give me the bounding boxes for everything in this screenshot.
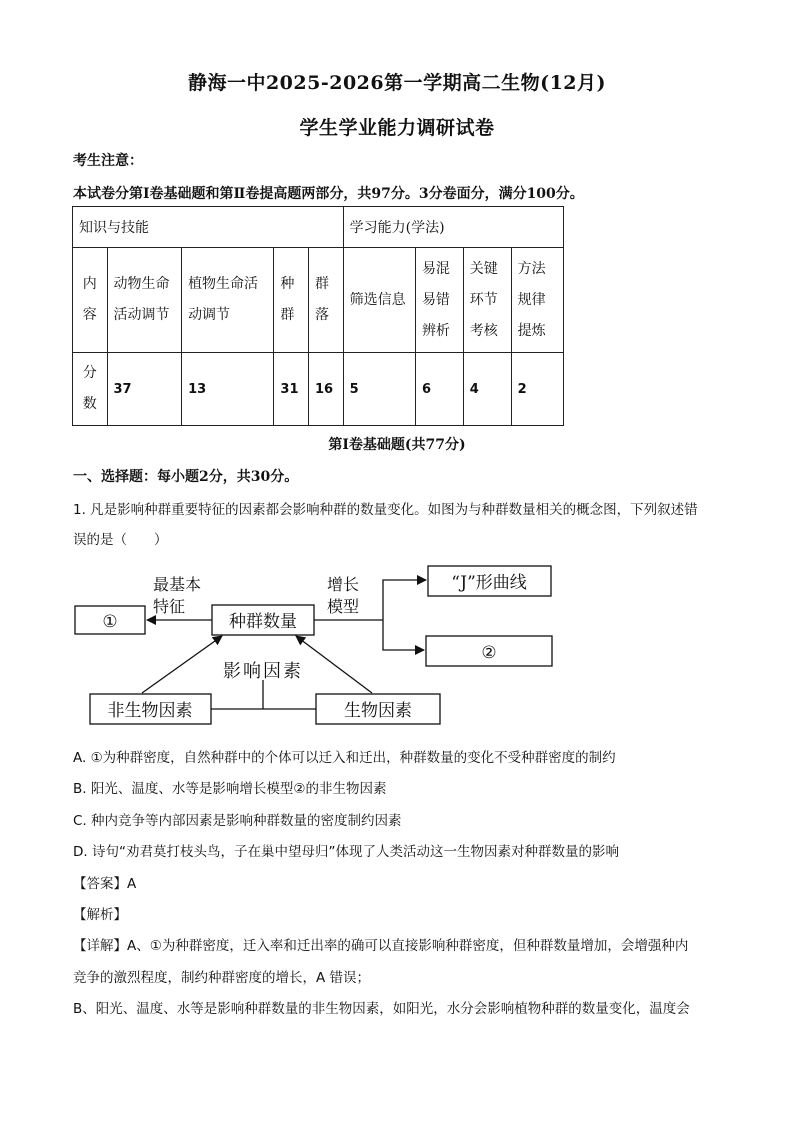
label-influence: 影响因素: [223, 661, 303, 682]
option-d: D. 诗句“劝君莫打枝头鸟，子在巢中望母归”体现了人类活动这一生物因素对种群数量的影响: [73, 844, 619, 860]
arrow-biotic: [296, 636, 372, 693]
detail-line1: 【详解】A、①为种群密度，迁入率和迁出率的确可以直接影响种群密度，但种群数量增加，会增强种内: [73, 938, 689, 954]
biotic-text: 生物因素: [344, 701, 412, 721]
score-cell: 6: [415, 353, 463, 426]
analysis-label: 【解析】: [73, 907, 127, 923]
section-heading: 第Ⅰ卷基础题(共77分): [328, 437, 466, 453]
j-curve-text: “J”形曲线: [451, 573, 527, 593]
col-label: 方法规律提炼: [511, 248, 563, 353]
col-label: 植物生命活动调节: [182, 248, 274, 353]
col-label: 易混易错辨析: [415, 248, 463, 353]
arrow-to-box2: [383, 620, 424, 650]
score-cell: 5: [343, 353, 415, 426]
group-knowledge: 知识与技能: [73, 207, 344, 248]
question-stem-line1: 1. 凡是影响种群重要特征的因素都会影响种群的数量变化。如图为与种群数量相关的概念图，下列叙述错: [73, 502, 698, 518]
concept-diagram: [0, 560, 794, 735]
col-label: 群落: [309, 248, 344, 353]
answer-label: 【答案】A: [73, 876, 137, 892]
score-cell: 2: [511, 353, 563, 426]
center-text: 种群数量: [229, 612, 297, 632]
label-basic-2: 特征: [153, 597, 186, 616]
exam-title: 静海一中2025-2026第一学期高二生物(12月): [187, 72, 607, 94]
col-label: 动物生命活动调节: [107, 248, 182, 353]
group-ability: 学习能力(学法): [343, 207, 563, 248]
notice-label: 考生注意：: [73, 153, 143, 169]
abiotic-text: 非生物因素: [107, 701, 193, 721]
box-2-text: ②: [481, 643, 497, 663]
score-cell: 4: [463, 353, 511, 426]
option-b: B. 阳光、温度、水等是影响增长模型②的非生物因素: [73, 781, 387, 797]
row-label-score: 分数: [73, 353, 108, 426]
part-title: 一、选择题：每小题2分，共30分。: [73, 469, 299, 485]
exam-subtitle: 学生学业能力调研试卷: [299, 117, 495, 139]
col-label: 关键环节考核: [463, 248, 511, 353]
arrow-abiotic: [142, 636, 222, 693]
score-cell: 13: [182, 353, 274, 426]
option-a: A. ①为种群密度，自然种群中的个体可以迁入和迁出，种群数量的变化不受种群密度的制约: [73, 750, 616, 766]
score-cell: 37: [107, 353, 182, 426]
box-1-text: ①: [102, 612, 118, 632]
label-growth-1: 增长: [327, 575, 360, 594]
col-label: 种群: [274, 248, 309, 353]
row-label-content: 内容: [73, 248, 108, 353]
score-table: [72, 206, 564, 426]
col-label: 筛选信息: [343, 248, 415, 353]
detail-line2: 竞争的激烈程度，制约种群密度的增长，A 错误；: [73, 970, 371, 986]
notice-text: 本试卷分第Ⅰ卷基础题和第Ⅱ卷提高题两部分，共97分。3分卷面分，满分100分。: [73, 186, 584, 202]
option-c: C. 种内竞争等内部因素是影响种群数量的密度制约因素: [73, 813, 402, 829]
detail-line3: B、阳光、温度、水等是影响种群数量的非生物因素，如阳光，水分会影响植物种群的数量变化，温度会: [73, 1001, 690, 1017]
score-cell: 16: [309, 353, 344, 426]
arrow-to-j-curve: [383, 580, 426, 620]
score-cell: 31: [274, 353, 309, 426]
question-stem-line2: 误的是（ ）: [73, 532, 168, 548]
label-basic-1: 最基本: [153, 575, 202, 594]
label-growth-2: 模型: [327, 597, 360, 616]
